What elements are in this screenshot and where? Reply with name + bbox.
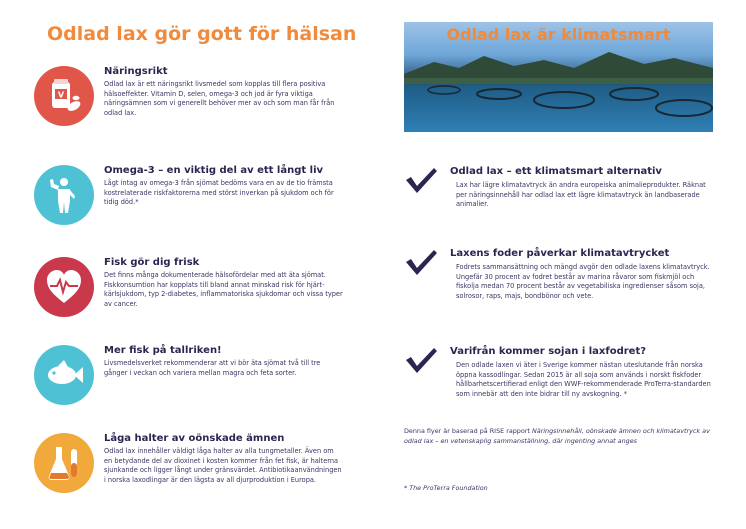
checkmark-icon: [404, 248, 438, 276]
climate-heading: Odlad lax är klimatsmart: [446, 25, 671, 44]
item-body: Det finns många dokumenterade hälsofördelar med att äta sjömat. Fiskkonsumtion har kopplats till bland annat minskad risk för hjärt-kärlsjukdom, typ 2-diabetes, inflammatoriska sjukdomar och vissa typer av cancer.: [104, 271, 343, 308]
health-item-more-fish: [34, 345, 354, 435]
lab-flasks-icon: [34, 433, 94, 493]
item-title: Laxens foder påverkar klimatavtrycket: [450, 248, 670, 259]
checkmark-icon: [404, 166, 438, 194]
svg-text:V: V: [57, 90, 65, 100]
heart-pulse-icon: [34, 257, 94, 317]
item-body: Livsmedelsverket rekommenderar att vi bör äta sjömat två till tre gånger i veckan och variera mellan magra och feta sorter.: [104, 359, 321, 377]
health-item-low-levels: [34, 433, 354, 523]
item-title: Varifrån kommer sojan i laxfodret?: [450, 346, 647, 357]
source-report-title: Näringsinnehåll, oönskade ämnen och klimatavtryck av odlad lax – en vetenskaplig sammanställning, där ingenting annat anges: [404, 427, 710, 445]
fish-icon: [34, 345, 94, 405]
source-prefix: Denna flyer är baserad på RISE rapport: [404, 427, 532, 435]
health-heading: Odlad lax gör gott för hälsan: [47, 23, 357, 45]
item-title: Näringsrikt: [104, 66, 168, 77]
checkmark-icon: [404, 346, 438, 374]
item-body: Den odlade laxen vi äter i Sverige kommer nästan uteslutande från norska öppna kassodlingar. Sedan 2015 är all soja som används i norskt fiskfoder hållbarhetscertifierad enligt den WWF-rekommenderade ProTerra-standarden som innebär att den inte bidrar till ny avskogning. *: [456, 361, 711, 398]
item-body: Lågt intag av omega-3 från sjömat bedöms vara en av de tio främsta kostrelaterade riskfaktorerna med störst inverkan på sjukdom och för tidig död.*: [104, 179, 334, 207]
item-title: Låga halter av oönskade ämnen: [104, 433, 285, 444]
footnote: * The ProTerra Foundation: [404, 484, 488, 492]
health-item-fish-health: [34, 257, 354, 347]
item-body: Odlad lax innehåller väldigt låga halter av alla tungmetaller. Även om en betydande del av dioxinet i kosten kommer från fet fisk, är halterna sjunkande och ligger långt under gränsvärdet. Antibiotikaanvändningen i norska laxodlingar är den lägsta av all djurproduktion i Europa.: [104, 447, 342, 484]
vitamin-pills-icon: [34, 66, 94, 126]
health-item-omega3: [34, 165, 354, 255]
item-body: Lax har lägre klimatavtryck än andra europeiska animalieprodukter. Räknat per näringsinnehåll har odlad lax ett lägre klimatavtryck än landbaserade animalier.: [456, 181, 706, 209]
salmon-farm-photo: [404, 22, 713, 132]
health-item-nutrition: [34, 66, 354, 156]
item-title: Odlad lax – ett klimatsmart alternativ: [450, 166, 662, 177]
person-flexing-icon: [34, 165, 94, 225]
source-note: [404, 427, 714, 446]
item-body: Fodrets sammansättning och mängd avgör den odlade laxens klimatavtryck. Ungefär 30 procent av fodret består av marina råvaror som fiskmjöl och fiskolja medan 70 procent består av vegetabiliska ingredienser såsom soja, solrosor, raps, majs, bondbönor och vete.: [456, 263, 710, 300]
item-title: Fisk gör dig frisk: [104, 257, 200, 268]
item-body: Odlad lax är ett näringsrikt livsmedel som kopplas till flera positiva hälsoeffekter. Vitamin D, selen, omega-3 och jod är fyra viktiga näringsämnen som vi generellt behöver mer av och som man får från odlad lax.: [104, 80, 335, 117]
item-title: Omega-3 – en viktig del av ett långt liv: [104, 165, 324, 176]
item-title: Mer fisk på tallriken!: [104, 345, 222, 356]
